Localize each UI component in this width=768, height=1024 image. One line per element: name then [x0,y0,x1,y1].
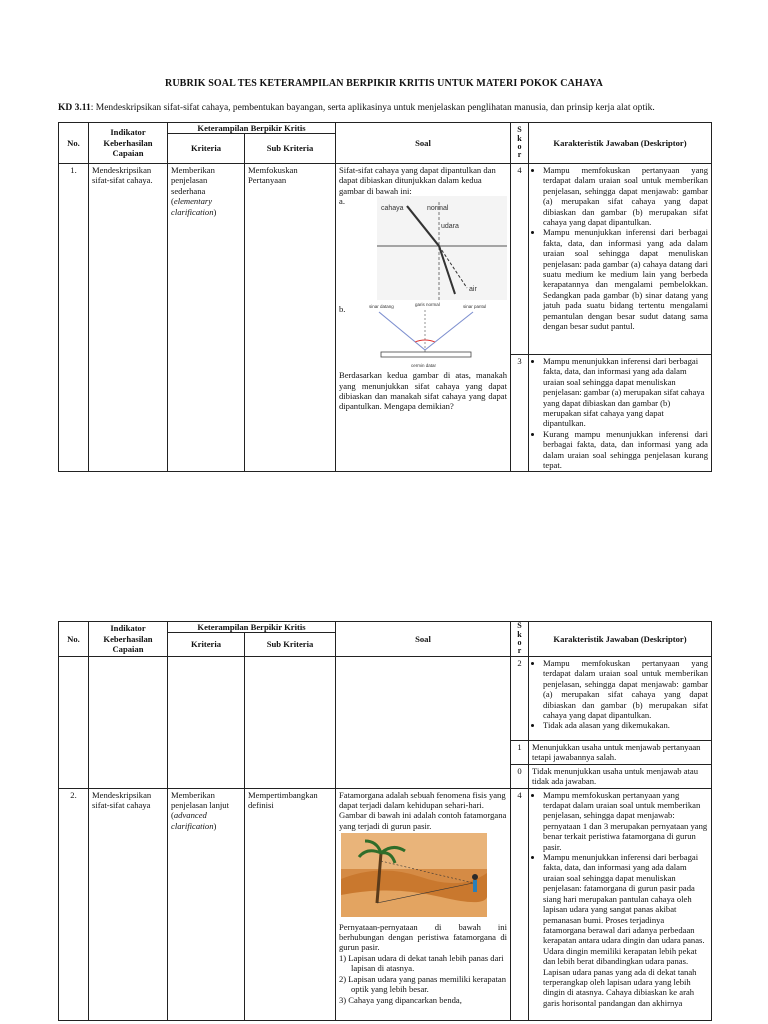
label-b: b. [339,304,346,315]
reflection-diagram [367,300,497,370]
row2-desc-4 [529,788,712,1020]
fig-a-udara: udara [441,223,459,231]
row2-indikator: Mendeskripsikan sifat-sifat cahaya [89,788,168,1020]
header-skor: S k o r [511,123,529,164]
row1-sub-kriteria: Memfokuskan Pertanyaan [245,164,336,472]
fig-b-sinar-datang: sinar datang [369,304,394,310]
row2-skor-4: 4 [511,788,529,1020]
header-indikator: Indikator Keberhasilan Capaian [89,622,168,657]
row1-no: 1. [59,164,89,472]
cont-skor-1: 1 [511,741,529,765]
row1-desc-3-item: • Kurang mampu menunjukkan inferensi dari berbagai fakta, data, dan informasi yang ada dalam uraian soal sehingga penjelasan kurang tepat. [543,429,708,471]
kd-text: : Mendeskripsikan sifat-sifat cahaya, pembentukan bayangan, serta aplikasinya untuk menjelaskan penglihatan manusia, dan prinsip kerja alat optik. [90,103,655,113]
header-kriteria: Kriteria [168,134,245,164]
header-kriteria: Kriteria [168,633,245,657]
row2-statement: 1) Lapisan udara di dekat tanah lebih panas dari lapisan di atasnya. [339,952,504,974]
cont-desc-2-item: • Mampu memfokuskan pertanyaan yang terdapat dalam uraian soal untuk memberikan penjelasan, sehingga dapat menjawab: gambar (a) merupakan sifat cahaya yang dapat dibiaskan dan gambar (b) merupakan sifat cahaya yang dapat dipantulkan. [543,658,708,720]
fig-b-garis-normal: garis normal [415,302,440,308]
cont-desc-0: Tidak menunjukkan usaha untuk menjawab atau tidak ada jawaban. [529,764,712,788]
cont-desc-2 [529,657,712,741]
cont-kriteria [168,657,245,789]
row1-kriteria: Memberikan penjelasan sederhana (elementary clarification) [168,164,245,472]
cont-desc-1: Menunjukkan usaha untuk menjawab pertanyaan tetapi jawabannya salah. [529,741,712,765]
row1-desc-4 [529,164,712,355]
rubric-table-2 [58,621,712,1021]
header-karakteristik: Karakteristik Jawaban (Deskriptor) [529,123,712,164]
row1-desc-3 [529,355,712,472]
row1-soal [336,164,511,472]
row2-desc-4-item: • Mampu menunjukkan inferensi dari berbagai fakta, data, dan informasi yang ada dalam uraian soal sehingga dapat menuliskan penjelasan: fatamorgana di gurun pasir pada siang hari merupakan pantulan cahaya oleh lapisan udara yang sangat panas akibat pemanasan bumi. Proses terjadinya fatamorgana berawal dari adanya perbedaan kerapatan antara udara dingin dan udara panas. Udara dingin memiliki kerapatan lebih pekat dan lebih berat dibandingkan udara panas. Lapisan udara panas yang ada di dekat tanah terperangkap oleh lapisan udara yang lebih dingin di atasnya. Cahaya dibiaskan ke arah garis horisontal pandangan dan akhirnya [543,852,708,1008]
rubric-table-1 [58,122,712,472]
header-soal: Soal [336,622,511,657]
cont-no [59,657,89,789]
fig-b-cermin: cermin datar [411,363,437,369]
refraction-diagram [377,196,507,300]
header-keterampilan: Keterampilan Berpikir Kritis [168,123,336,134]
row1-skor-4: 4 [511,164,529,355]
fig-a-cahaya: cahaya [381,205,404,213]
cont-skor-0: 0 [511,764,529,788]
header-skor: S k o r [511,622,529,657]
row1-soal-intro: Sifat-sifat cahaya yang dapat dipantulkan dan dapat dibiaskan ditunjukkan dalam kedua gambar di bawah ini: [339,165,496,196]
header-indikator: Indikator Keberhasilan Capaian [89,123,168,164]
row2-no: 2. [59,788,89,1020]
row1-desc-3-item: • Mampu menunjukkan inferensi dari berbagai fakta, data, dan informasi yang ada dalam uraian soal sehingga dapat menuliskan penjelasan: gambar (a) merupakan sifat cahaya yang dapat dibiaskan dan gambar (b) merupakan sifat cahaya yang dapat dipantulkan. [543,356,708,429]
row2-sub-kriteria: Mempertimbangkan definisi [245,788,336,1020]
desert-mirage-image [341,833,487,917]
kd-code: KD 3.11 [58,103,91,113]
cont-desc-2-item: • Tidak ada alasan yang dikemukakan. [543,720,708,730]
header-keterampilan: Keterampilan Berpikir Kritis [168,622,336,633]
row2-statement: 3) Cahaya yang dipancarkan benda, [339,994,462,1005]
row2-soal [336,788,511,1020]
figure-reflection [339,300,507,370]
kd-line [58,103,655,113]
document-title: RUBRIK SOAL TES KETERAMPILAN BERPIKIR KRITIS UNTUK MATERI POKOK CAHAYA [165,78,603,89]
header-soal: Soal [336,123,511,164]
header-sub-kriteria: Sub Kriteria [245,134,336,164]
fig-a-air: air [469,286,477,294]
header-no: No. [59,123,89,164]
row1-soal-question: Berdasarkan kedua gambar di atas, manakah yang menunjukkan sifat cahaya yang dapat dibiaskan dan manakah sifat cahaya yang dapat dipantulkan. Mengapa demikian? [339,370,507,412]
header-sub-kriteria: Sub Kriteria [245,633,336,657]
row2-soal-intro: Fatamorgana adalah sebuah fenomena fisis yang dapat terjadi dalam kehidupan sehari-hari. Gambar di bawah ini adalah contoh fatamorgana yang terjadi di gurun pasir. [339,789,507,831]
row1-desc-4-item: • Mampu menunjukkan inferensi dari berbagai fakta, data, dan informasi yang ada dalam uraian soal sehingga dapat menuliskan penjelasan: pada gambar (a) cahaya datang dari suatu medium ke medium lain yang berbeda kerapatannya dan mengalami pembelokkan. Sedangkan pada gambar (b) sinar datang yang jatuh pada suatu bidang tertentu mengalami pemantulan dengan besar sudut datang sama dengan besar sudut pantul. [543,227,708,331]
fig-b-sinar-pantul: sinar pantul [463,304,487,310]
row1-indikator: Mendeskripsikan sifat-sifat cahaya. [89,164,168,472]
label-a: a. [339,196,345,207]
cont-sub-kriteria [245,657,336,789]
row1-skor-3: 3 [511,355,529,472]
cont-skor-2: 2 [511,657,529,741]
fig-a-normal: normal [427,205,449,213]
header-karakteristik: Karakteristik Jawaban (Deskriptor) [529,622,712,657]
cont-soal [336,657,511,789]
figure-refraction [339,196,507,300]
row2-statements-intro: Pernyataan-pernyataan di bawah ini berhubungan dengan peristiwa fatamorgana di gurun pasir. [339,921,507,953]
row1-desc-4-item: • Mampu memfokuskan pertanyaan yang terdapat dalam uraian soal untuk memberikan penjelasan, sehingga dapat menjawab: gambar (a) merupakan sifat cahaya yang dapat dibiaskan dan gambar (b) merupakan sifat cahaya yang dapat dipantulkan. [543,165,708,227]
row2-desc-4-item: • Mampu memfokuskan pertanyaan yang terdapat dalam uraian soal untuk memberikan penjelasan, sehingga dapat menjawab: pernyataan 1 dan 3 merupakan pernyataan yang benar terkait peristiwa fatamorgana di gurun pasir. [543,790,708,852]
header-no: No. [59,622,89,657]
row2-statement: 2) Lapisan udara yang panas memiliki kerapatan optik yang lebih besar. [339,973,507,995]
cont-indikator [89,657,168,789]
row2-kriteria: Memberikan penjelasan lanjut (advanced clarification) [168,788,245,1020]
